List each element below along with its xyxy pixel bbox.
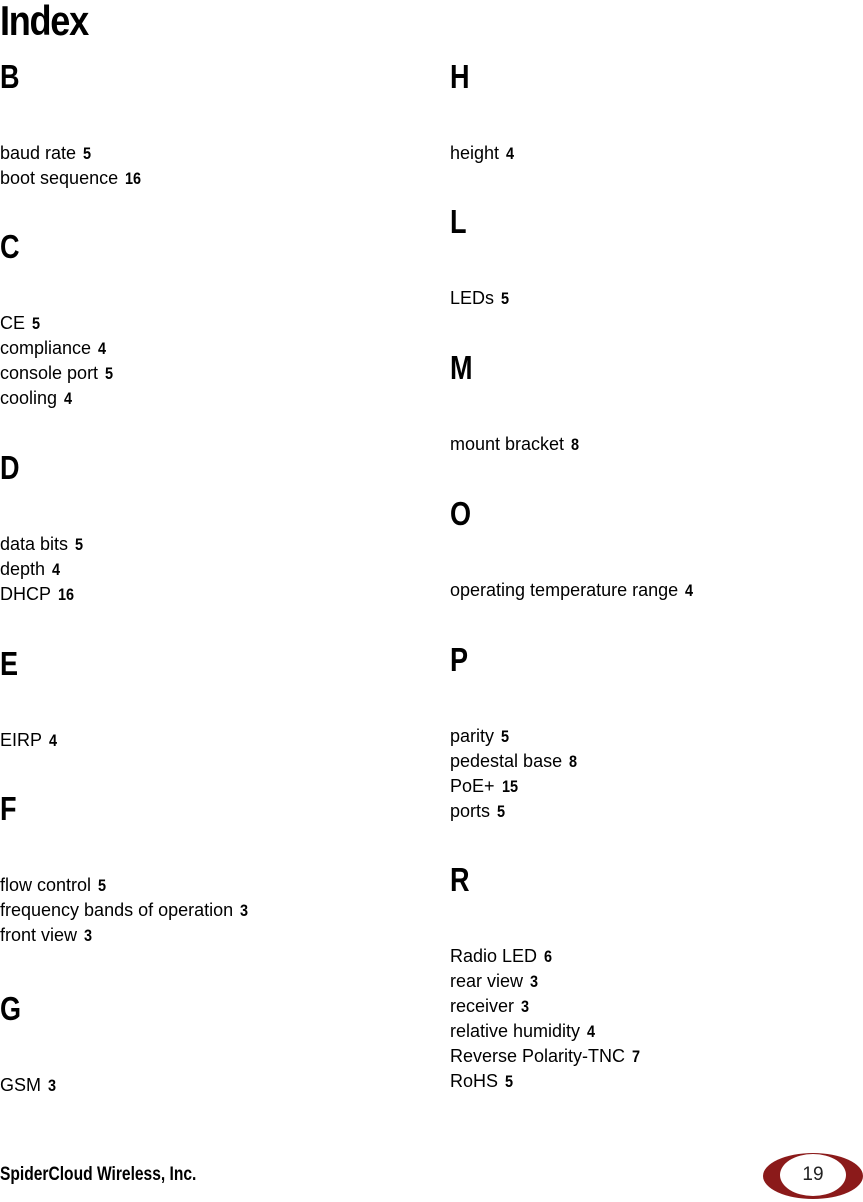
index-entry-list — [0, 873, 250, 948]
section-letter: C — [0, 228, 20, 265]
index-page-link[interactable]: 8 — [571, 435, 580, 454]
section-letter: F — [0, 790, 17, 827]
index-entry — [0, 1073, 58, 1098]
index-page-link[interactable]: 8 — [569, 752, 578, 771]
index-entry — [0, 311, 115, 336]
index-term: flow control — [0, 875, 92, 895]
index-term: pedestal base — [450, 751, 563, 771]
index-entry — [0, 336, 115, 361]
index-page-link[interactable]: 5 — [32, 314, 41, 333]
index-section — [450, 641, 863, 821]
index-entry — [0, 361, 115, 386]
index-entry-list — [450, 141, 516, 166]
index-term: compliance — [0, 338, 92, 358]
section-letter: M — [450, 349, 473, 386]
index-entry — [450, 944, 642, 969]
index-entry — [450, 724, 579, 749]
index-entry — [450, 1044, 642, 1069]
section-letter: E — [0, 645, 19, 682]
index-term: LEDs — [450, 288, 495, 308]
index-term: Reverse Polarity-TNC — [450, 1046, 626, 1066]
index-page-link[interactable]: 3 — [530, 972, 539, 991]
index-term: Radio LED — [450, 946, 538, 966]
index-section — [450, 495, 863, 600]
index-entry — [450, 749, 579, 774]
index-entry — [0, 141, 144, 166]
index-page-link[interactable]: 4 — [98, 339, 107, 358]
index-entry-list — [0, 311, 115, 411]
footer-company-name: SpiderCloud Wireless, Inc. — [0, 1164, 197, 1185]
index-term: height — [450, 143, 500, 163]
section-letter: G — [0, 990, 22, 1027]
index-page-link[interactable]: 4 — [506, 144, 515, 163]
section-letter: R — [450, 861, 470, 898]
index-entry — [450, 286, 511, 311]
index-page-link[interactable]: 4 — [52, 560, 61, 579]
index-term: baud rate — [0, 143, 77, 163]
index-term: mount bracket — [450, 434, 565, 454]
index-entry-list — [0, 728, 58, 753]
index-section — [450, 861, 863, 1091]
index-term: receiver — [450, 996, 515, 1016]
index-page-link[interactable]: 5 — [501, 727, 510, 746]
index-section — [0, 58, 420, 188]
index-entry-list — [0, 1073, 58, 1098]
index-term: RoHS — [450, 1071, 499, 1091]
index-section — [450, 203, 863, 308]
index-page-link[interactable]: 3 — [84, 926, 93, 945]
index-entry — [450, 578, 695, 603]
index-page-link[interactable]: 6 — [544, 947, 553, 966]
index-section — [0, 645, 420, 750]
index-page-link[interactable]: 16 — [57, 585, 74, 604]
page-number: 19 — [802, 1164, 824, 1185]
index-page-link[interactable]: 5 — [75, 535, 84, 554]
index-page-link[interactable]: 4 — [48, 731, 57, 750]
index-term: data bits — [0, 534, 69, 554]
index-entry — [0, 166, 144, 191]
index-term: GSM — [0, 1075, 42, 1095]
index-page-link[interactable]: 3 — [240, 901, 249, 920]
index-entry-list — [0, 141, 144, 191]
index-term: rear view — [450, 971, 524, 991]
index-page-link[interactable]: 5 — [501, 289, 510, 308]
index-entry-list — [450, 724, 579, 824]
index-section — [0, 228, 420, 408]
index-section — [450, 349, 863, 454]
section-letter: P — [450, 641, 469, 678]
page-number-badge — [760, 1152, 863, 1200]
index-term: CE — [0, 313, 26, 333]
section-letter: L — [450, 203, 467, 240]
index-page-link[interactable]: 3 — [521, 997, 530, 1016]
index-entry — [450, 774, 579, 799]
index-entry — [0, 923, 250, 948]
index-term: operating temperature range — [450, 580, 679, 600]
index-term: parity — [450, 726, 495, 746]
section-letter: B — [0, 58, 20, 95]
index-page-link[interactable]: 7 — [632, 1047, 641, 1066]
index-section — [0, 990, 420, 1095]
index-entry — [0, 728, 58, 753]
index-page-link[interactable]: 5 — [98, 876, 107, 895]
index-term: DHCP — [0, 584, 51, 604]
index-page-link[interactable]: 3 — [48, 1076, 57, 1095]
index-entry-list — [450, 286, 511, 311]
index-page-link[interactable]: 5 — [105, 364, 114, 383]
index-entry — [0, 386, 115, 411]
index-page-link[interactable]: 16 — [125, 169, 142, 188]
index-entry — [0, 582, 85, 607]
index-entry — [450, 432, 581, 457]
index-page-link[interactable]: 5 — [83, 144, 92, 163]
index-term: ports — [450, 801, 491, 821]
page-title: Index — [0, 0, 88, 44]
index-entry — [0, 557, 85, 582]
index-section — [0, 449, 420, 604]
index-entry-list — [450, 578, 695, 603]
index-section — [450, 58, 863, 163]
index-term: depth — [0, 559, 46, 579]
index-entry-list — [450, 432, 581, 457]
index-entry — [0, 873, 250, 898]
index-entry-list — [450, 944, 642, 1094]
index-entry — [450, 1019, 642, 1044]
section-letter: H — [450, 58, 470, 95]
section-letter: O — [450, 495, 472, 532]
index-term: cooling — [0, 388, 58, 408]
index-page-link[interactable]: 4 — [587, 1022, 596, 1041]
index-page-link[interactable]: 5 — [497, 802, 506, 821]
index-term: PoE+ — [450, 776, 495, 796]
index-entry — [450, 141, 516, 166]
index-entry — [0, 898, 250, 923]
index-page-link[interactable]: 4 — [64, 389, 73, 408]
index-entry — [450, 969, 642, 994]
index-entry-list — [0, 532, 85, 607]
index-entry — [450, 994, 642, 1019]
index-page-link[interactable]: 5 — [505, 1072, 514, 1091]
index-page-link[interactable]: 15 — [501, 777, 518, 796]
index-term: boot sequence — [0, 168, 119, 188]
index-term: EIRP — [0, 730, 42, 750]
index-term: relative humidity — [450, 1021, 581, 1041]
index-term: frequency bands of operation — [0, 900, 234, 920]
index-entry — [0, 532, 85, 557]
index-page-link[interactable]: 4 — [685, 581, 694, 600]
index-entry — [450, 799, 579, 824]
index-term: console port — [0, 363, 99, 383]
index-term: front view — [0, 925, 78, 945]
index-entry — [450, 1069, 642, 1094]
section-letter: D — [0, 449, 20, 486]
index-section — [0, 790, 420, 945]
